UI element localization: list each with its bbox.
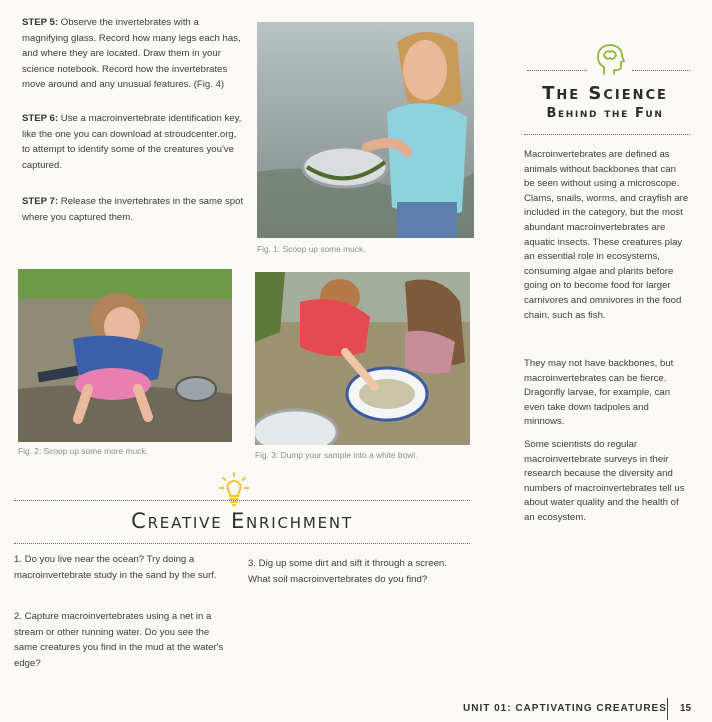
- science-title-line2: Behind the Fun: [546, 106, 664, 121]
- enrichment-q1: 1. Do you live near the ocean? Try doing a macroinvertebrate study in the sand by the surf.: [14, 554, 217, 581]
- page-number: 15: [680, 703, 692, 714]
- science-rule-right: [632, 70, 690, 71]
- enrichment-rule-bottom: [14, 543, 470, 544]
- lightbulb-icon: [219, 471, 249, 507]
- photo-fig1: [257, 22, 474, 238]
- footer-divider: [667, 698, 668, 720]
- science-paragraph-2: They may not have backbones, but macroinvertebrates can be fierce. Dragonfly larvae, for example, can even take down tadpoles and minnows.: [524, 358, 674, 428]
- step-7-text: Release the invertebrates in the same spot where you captured them.: [22, 196, 244, 223]
- step-5: [22, 15, 244, 93]
- photo-fig2: [18, 269, 232, 442]
- step-6: [22, 111, 244, 173]
- brain-icon: [594, 42, 626, 76]
- enrichment-q2: 2. Capture macroinvertebrates using a net in a stream or other running water. Do you see the same creatures you find in the mud at the water's edge?: [14, 611, 224, 669]
- step-6-label: STEP 6:: [22, 113, 59, 124]
- step-5-text: Observe the invertebrates with a magnifying glass. Record how many legs each has, and where they are located. Draw them in your science notebook. Record how the invertebrates move around and any unusual features. (Fig. 4): [22, 17, 241, 90]
- step-5-label: STEP 5:: [22, 17, 59, 28]
- enrichment-q3: 3. Dig up some dirt and sift it through a screen. What soil macroinvertebrates do you find?: [248, 558, 447, 585]
- caption-fig1: Fig. 1: Scoop up some muck.: [257, 244, 366, 254]
- step-7: [22, 194, 244, 225]
- enrichment-rule-top: [14, 500, 470, 501]
- caption-fig3: Fig. 3: Dump your sample into a white bowl.: [255, 450, 418, 460]
- science-paragraph-3: Some scientists do regular macroinvertebrate surveys in their research because the diversity and numbers of macroinvertebrates tell us about water quality and the health of an ecosystem.: [524, 439, 685, 523]
- enrichment-title: Creative Enrichment: [131, 509, 353, 533]
- science-rule-left: [527, 70, 587, 71]
- footer-unit-title: UNIT 01: CAPTIVATING CREATURES: [463, 703, 667, 714]
- science-title-line1: The Science: [542, 83, 668, 104]
- step-7-label: STEP 7:: [22, 196, 59, 207]
- science-paragraph-1: Macroinvertebrates are defined as animals without backbones that can be seen without using a microscope. Clams, snails, worms, and crayfish are included in the category, but the most abundant macroinvertebrates are aquatic insects. These creatures play an essential role in ecosystems, consuming algae and plants before going on to become food for larger carnivores and omnivores in the food chain, such as fish.: [524, 149, 689, 321]
- caption-fig2: Fig. 2: Scoop up some more muck.: [18, 446, 148, 456]
- photo-fig3: [255, 272, 470, 445]
- step-6-text: Use a macroinvertebrate identification key, like the one you can download at stroudcenter.org, to attempt to identify some of the creatures you've captured.: [22, 113, 242, 171]
- science-rule-bottom: [524, 134, 690, 135]
